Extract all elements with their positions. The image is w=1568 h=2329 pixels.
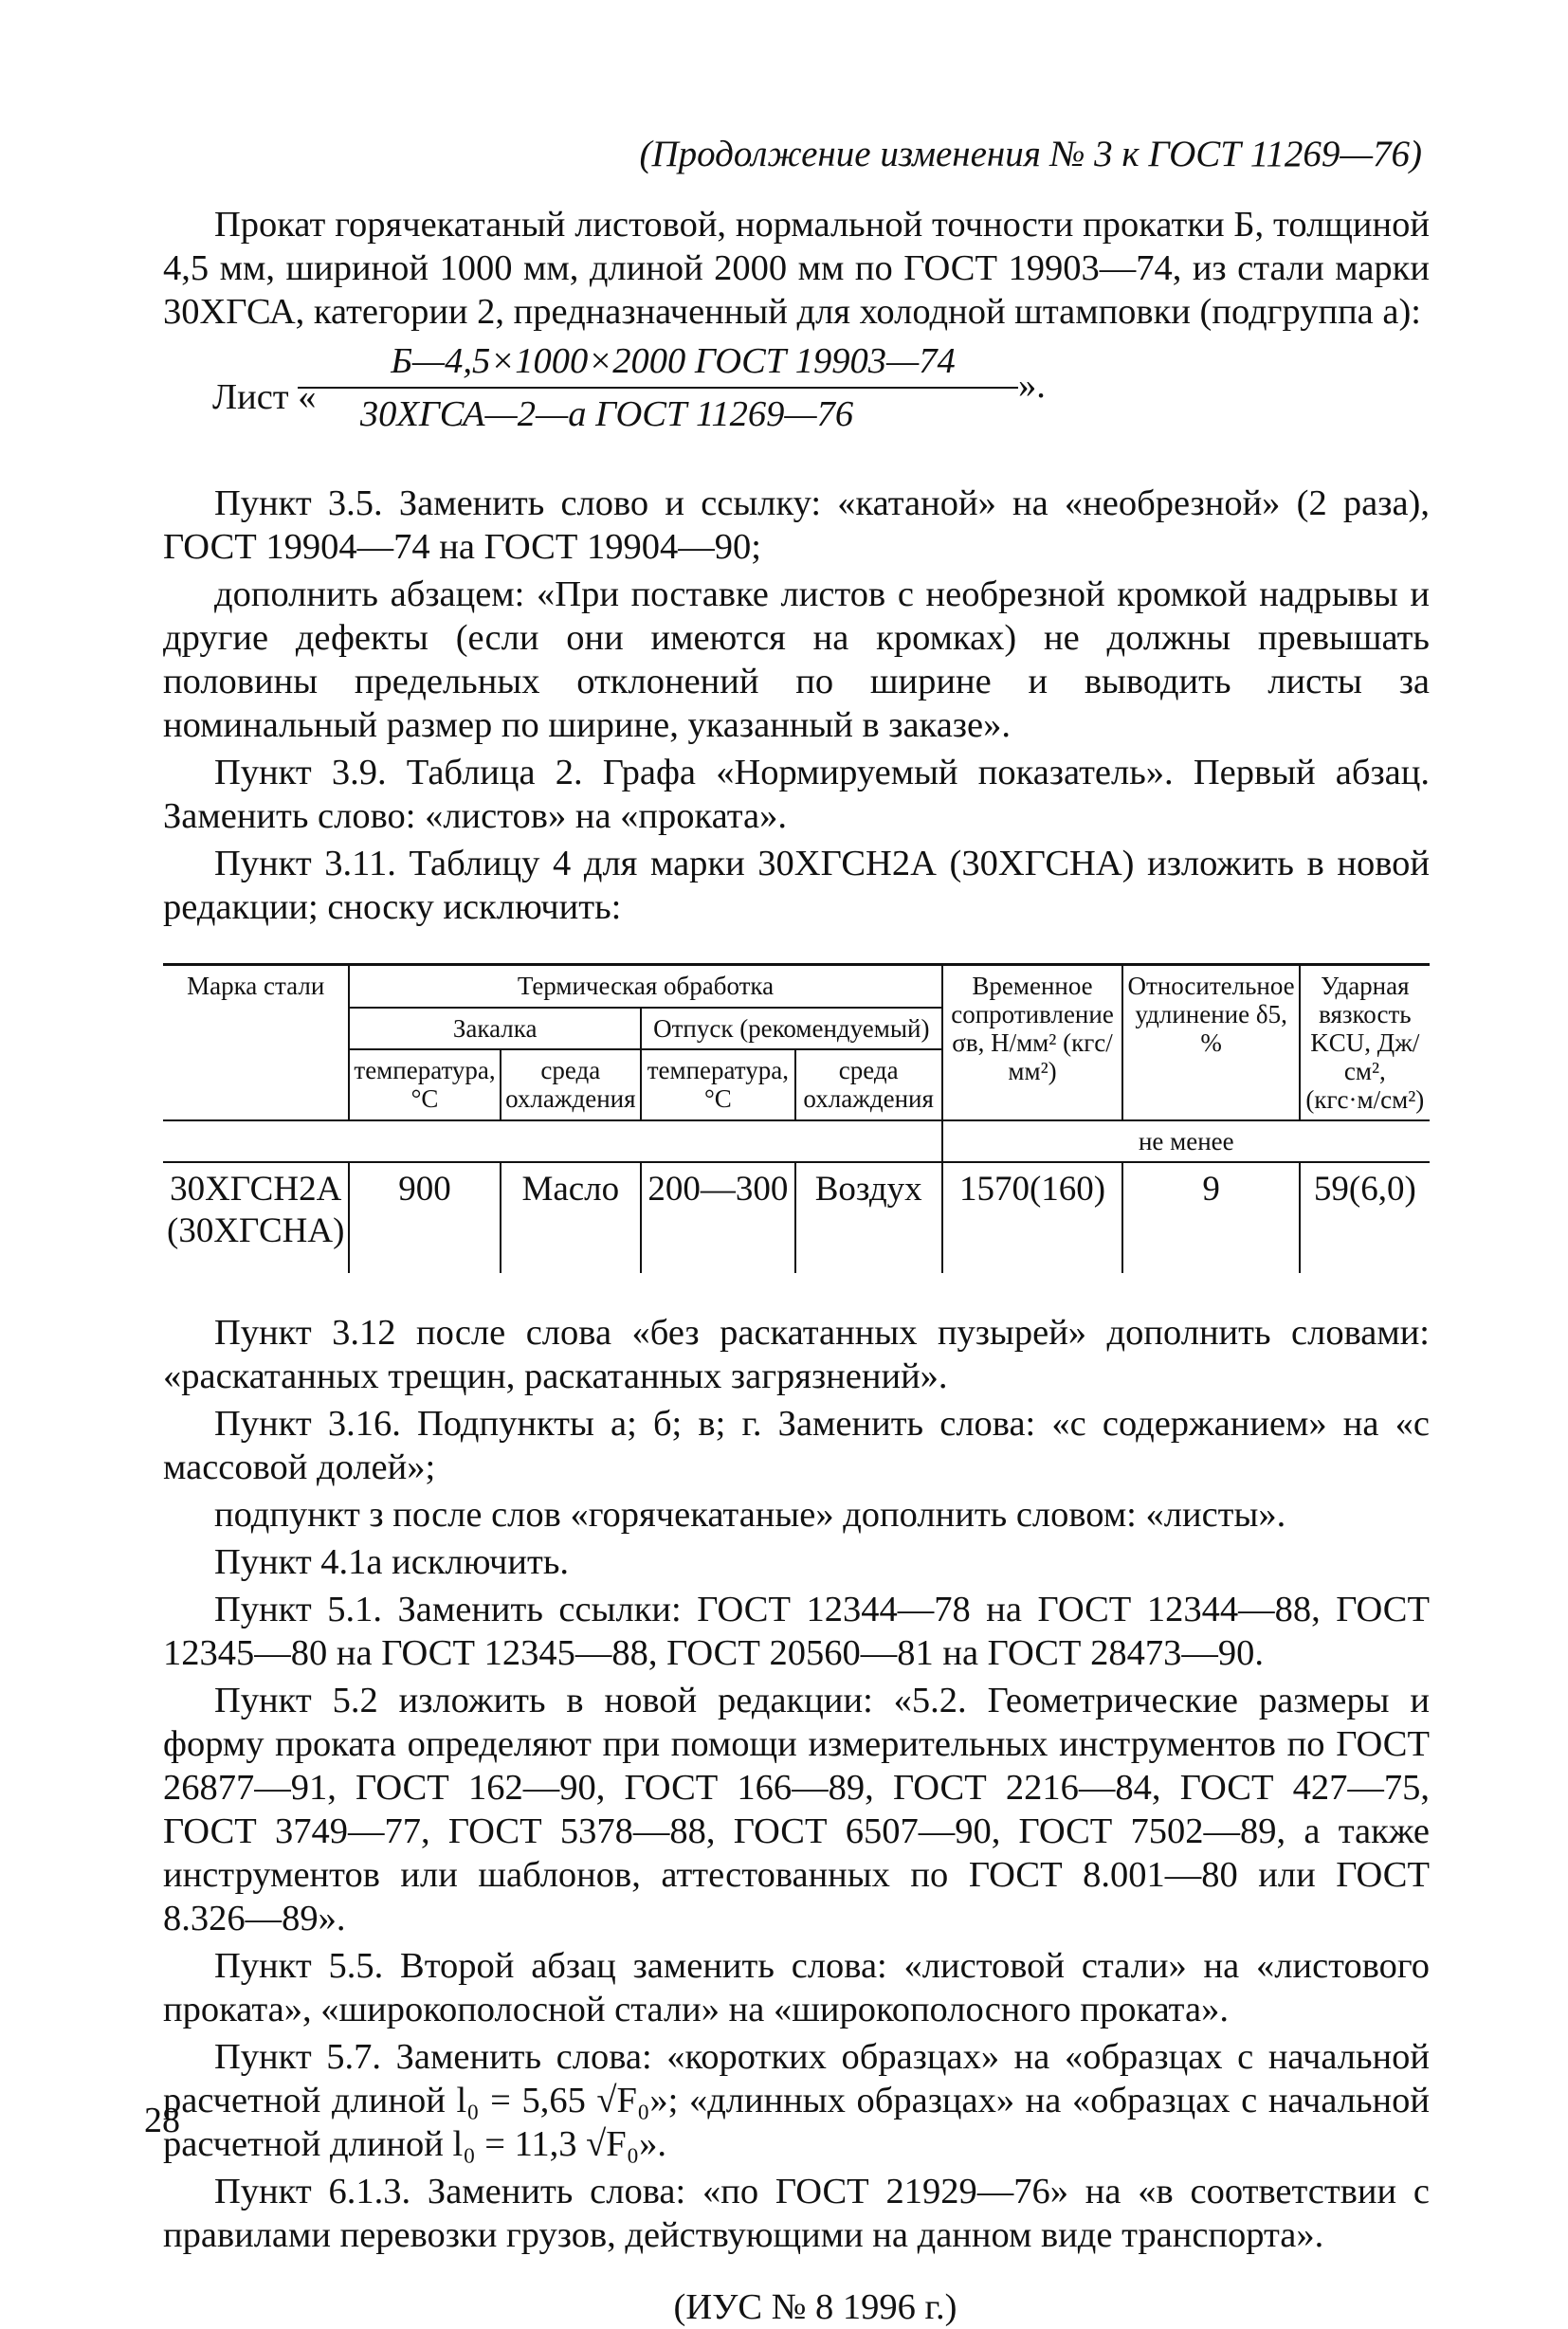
designation-word: Лист «	[212, 377, 317, 417]
paragraph-3-16: Пункт 3.16. Подпункты а; б; в; г. Заменить слова: «с содержанием» на «с массовой долей»;	[163, 1404, 1430, 1487]
header-temper-medium: среда охлаждения	[795, 1049, 942, 1120]
table-row	[163, 1162, 1430, 1273]
paragraph-3-16-z: подпункт з после слов «горячекатаные» дополнить словом: «листы».	[214, 1495, 1286, 1535]
paragraph-5-7: Пункт 5.7. Заменить слова: «коротких образцах» на «образцах с начальной расчетной длиной l₀ = 5,65 √F₀»; «длинных образцах» на «образцах с начальной расчетной длиной l₀ = 11,3 √F₀».	[163, 2037, 1430, 2164]
running-header: (Продолжение изменения № 3 к ГОСТ 11269—76)	[639, 134, 1422, 174]
designation-tail: ».	[1018, 366, 1046, 406]
page-number: 28	[144, 2101, 180, 2140]
header-temper-temp: температура, °С	[641, 1049, 795, 1120]
paragraph-3-9: Пункт 3.9. Таблица 2. Графа «Нормируемый показатель». Первый абзац. Заменить слово: «листов» на «проката».	[163, 753, 1430, 836]
header-quenching: Закалка	[349, 1008, 641, 1050]
header-spacer	[163, 1120, 942, 1162]
cell-grade: 30ХГСН2А (30ХГСНА)	[163, 1162, 349, 1273]
paragraph-5-1: Пункт 5.1. Заменить ссылки: ГОСТ 12344—78 на ГОСТ 12344—88, ГОСТ 12345—80 на ГОСТ 12345—88, ГОСТ 20560—81 на ГОСТ 28473—90.	[163, 1590, 1430, 1673]
intro-paragraph: Прокат горячекатаный листовой, нормальной точности прокатки Б, толщиной 4,5 мм, шириной 1000 мм, длиной 2000 мм по ГОСТ 19903—74, из стали марки 30ХГСА, категории 2, предназначенный для холодной штамповки (подгруппа а):	[163, 205, 1430, 332]
paragraph-5-5: Пункт 5.5. Второй абзац заменить слова: «листовой стали» на «листового проката», «широкополосной стали» на «широкополосного проката».	[163, 1946, 1430, 2029]
header-grade: Марка стали	[163, 965, 349, 1121]
header-impact: Ударная вязкость KCU, Дж/см², (кгс·м/см²)	[1300, 965, 1430, 1121]
header-quench-temp: температура, °С	[349, 1049, 500, 1120]
cell-quench-temp: 900	[349, 1162, 500, 1273]
paragraph-5-2: Пункт 5.2 изложить в новой редакции: «5.2. Геометрические размеры и форму проката определяют при помощи измерительных инструментов по ГОСТ 26877—91, ГОСТ 162—90, ГОСТ 166—89, ГОСТ 2216—84, ГОСТ 427—75, ГОСТ 3749—77, ГОСТ 5378—88, ГОСТ 6507—90, ГОСТ 7502—89, а также инструментов или шаблонов, аттестованных по ГОСТ 8.001—80 или ГОСТ 8.326—89».	[163, 1681, 1430, 1938]
cell-temper-medium: Воздух	[795, 1162, 942, 1273]
designation-denominator: 30ХГСА—2—а ГОСТ 11269—76	[359, 394, 854, 434]
designation-numerator: Б—4,5×1000×2000 ГОСТ 19903—74	[391, 341, 956, 381]
paragraph-3-5-addition: дополнить абзацем: «При поставке листов с необрезной кромкой надрывы и другие дефекты (если они имеются на кромках) не должны превышать половины предельных отклонений по ширине и выводить листы за номинальный размер по ширине, указанный в заказе».	[163, 574, 1430, 745]
header-tempering: Отпуск (рекомендуемый)	[641, 1008, 942, 1050]
header-elongation: Относительное удлинение δ5, %	[1122, 965, 1299, 1121]
cell-quench-medium: Масло	[501, 1162, 641, 1273]
cell-temper-temp: 200—300	[641, 1162, 795, 1273]
header-not-less: не менее	[942, 1120, 1430, 1162]
steel-properties-table	[163, 963, 1430, 1273]
product-designation	[163, 339, 1430, 463]
publication-reference: (ИУС № 8 1996 г.)	[673, 2287, 957, 2327]
header-tensile: Временное сопротивление σв, Н/мм² (кгс/мм²)	[942, 965, 1123, 1121]
cell-impact: 59(6,0)	[1300, 1162, 1430, 1273]
header-quench-medium: среда охлаждения	[501, 1049, 641, 1120]
paragraph-3-11: Пункт 3.11. Таблицу 4 для марки 30ХГСН2А (30ХГСНА) изложить в новой редакции; сноску исключить:	[163, 844, 1430, 927]
fraction-line	[298, 387, 1018, 389]
cell-elongation: 9	[1122, 1162, 1299, 1273]
paragraph-4-1a: Пункт 4.1а исключить.	[214, 1542, 570, 1582]
paragraph-6-1-3: Пункт 6.1.3. Заменить слова: «по ГОСТ 21929—76» на «в соответствии с правилами перевозки грузов, действующими на данном виде транспорта».	[163, 2172, 1430, 2255]
header-heat-treatment: Термическая обработка	[349, 965, 941, 1008]
cell-tensile: 1570(160)	[942, 1162, 1123, 1273]
document-page	[163, 133, 1430, 2329]
paragraph-3-5: Пункт 3.5. Заменить слово и ссылку: «катаной» на «необрезной» (2 раза), ГОСТ 19904—74 на ГОСТ 19904—90;	[163, 483, 1430, 567]
paragraph-3-12: Пункт 3.12 после слова «без раскатанных пузырей» дополнить словами: «раскатанных трещин, раскатанных загрязнений».	[163, 1313, 1430, 1396]
